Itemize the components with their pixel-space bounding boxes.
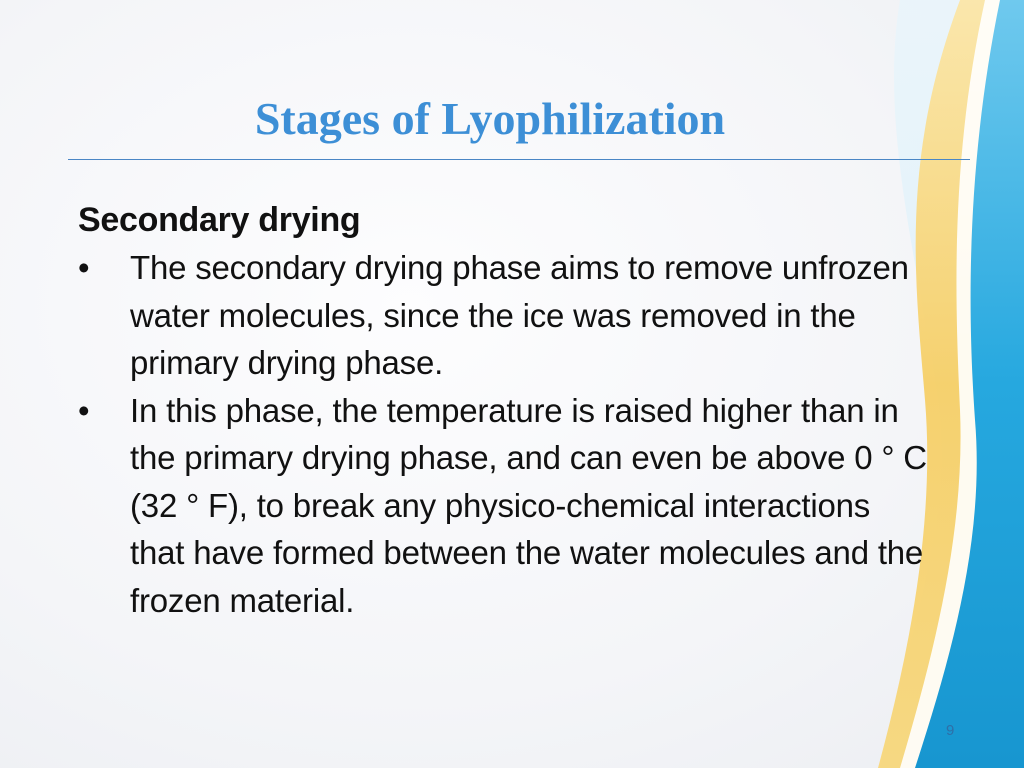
section-heading: Secondary drying bbox=[78, 201, 361, 239]
slide-title: Stages of Lyophilization bbox=[254, 93, 726, 144]
bullet-text: The secondary drying phase aims to remove unfrozen water molecules, since the ice was removed in the primary drying phase. bbox=[130, 249, 909, 381]
list-item bbox=[78, 387, 928, 625]
page-number: 9 bbox=[946, 722, 955, 739]
bullet-list bbox=[78, 244, 928, 624]
title-divider bbox=[68, 159, 970, 160]
bullet-marker: • bbox=[78, 391, 90, 429]
slide-body bbox=[78, 196, 928, 624]
list-item bbox=[78, 244, 928, 387]
bullet-text: In this phase, the temperature is raised higher than in the primary drying phase, and can even be above 0 ° C (32 ° F), to break any physico-chemical interactions that have formed between the water molecules and the frozen material. bbox=[130, 391, 927, 619]
bullet-marker: • bbox=[78, 249, 90, 286]
